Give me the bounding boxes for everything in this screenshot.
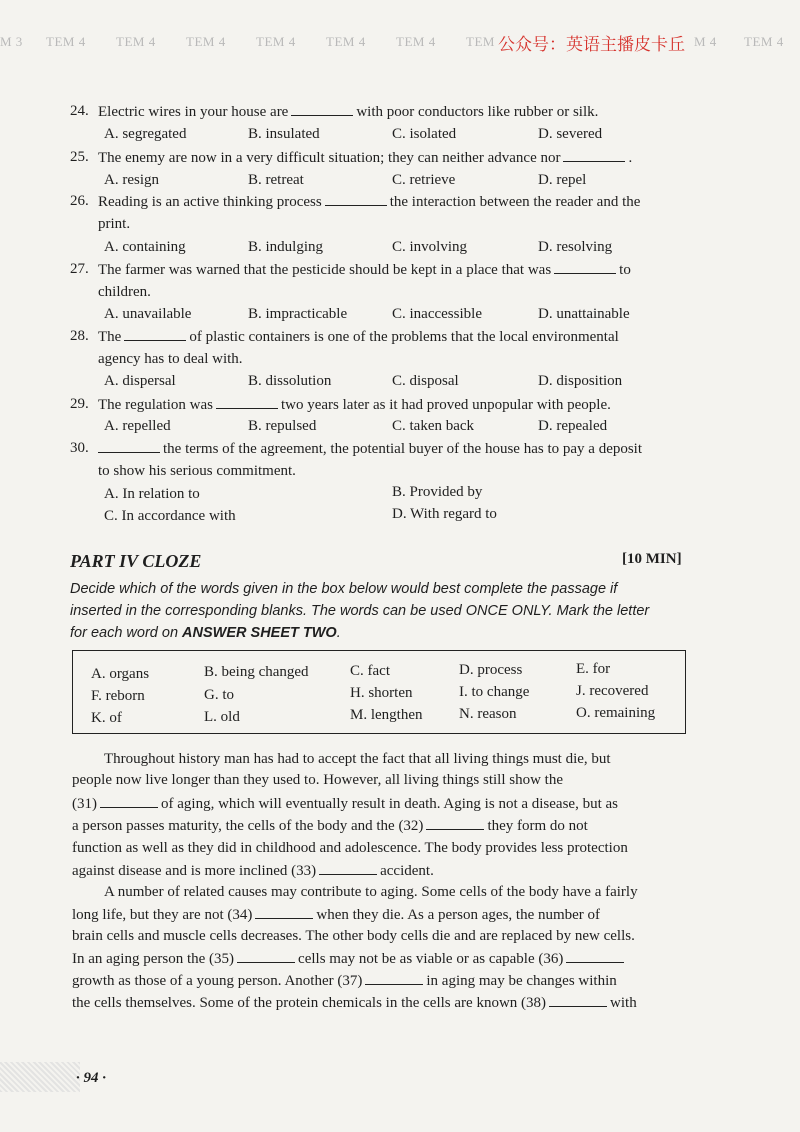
question-text: Reading is an active thinking process the interaction between the reader and the [98,194,641,210]
word-option: A. organs [91,666,150,682]
cloze-blank-33[interactable] [319,862,377,875]
option[interactable]: B. dissolution [248,373,332,389]
option[interactable]: B. insulated [248,126,320,142]
option[interactable]: B. impracticable [248,306,348,322]
question-number: 28. [70,328,89,344]
option[interactable]: A. containing [104,239,186,255]
option[interactable]: D. severed [538,126,603,142]
option[interactable]: D. disposition [538,373,623,389]
part-title: PART IV CLOZE [70,551,202,571]
word-option: G. to [204,687,234,703]
header-tem: TEM 4 [326,34,366,49]
header-tem: M 3 [0,34,23,49]
question-text: The farmer was warned that the pesticide should be kept in a place that was to [98,262,631,278]
option[interactable]: A. segregated [104,126,187,142]
page-number: · 94 · [76,1070,106,1086]
passage-line: growth as those of a young person. Another (37) in aging may be changes within [72,973,617,989]
answer-blank[interactable] [554,261,616,274]
instruction-line: Decide which of the words given in the box below would best complete the passage if [70,581,618,597]
cloze-blank-35[interactable] [237,950,295,963]
option[interactable]: D. With regard to [392,506,497,522]
question-text-continued: print. [98,216,131,232]
passage-line: A number of related causes may contribute to aging. Some cells of the body have a fairly [104,884,638,900]
question-text: Electric wires in your house are with poor conductors like rubber or silk. [98,104,599,120]
header-tem: TEM 4 [396,34,436,49]
option[interactable]: C. taken back [392,418,475,434]
option[interactable]: D. unattainable [538,306,630,322]
word-option: H. shorten [350,685,413,701]
cloze-blank-37[interactable] [365,972,423,985]
option[interactable]: A. unavailable [104,306,192,322]
question-text-continued: to show his serious commitment. [98,463,296,479]
option[interactable]: D. resolving [538,239,613,255]
option[interactable]: C. retrieve [392,172,456,188]
passage-line: against disease and is more inclined (33) accident. [72,863,434,879]
passage-line: people now live longer than they used to. However, all living things still show the [72,772,563,788]
passage-line: a person passes maturity, the cells of the body and the (32) they form do not [72,818,588,834]
word-option: J. recovered [576,683,649,699]
question-number: 24. [70,103,89,119]
word-option: I. to change [459,684,530,700]
word-option: M. lengthen [350,707,423,723]
answer-blank[interactable] [291,103,353,116]
option[interactable]: C. involving [392,239,468,255]
question-number: 29. [70,396,89,412]
answer-blank[interactable] [98,440,160,453]
word-option: E. for [576,661,611,677]
header-tem: TEM 4 [744,34,784,49]
option[interactable]: A. resign [104,172,159,188]
header-tem: TEM 4 [256,34,296,49]
passage-line: function as well as they did in childhood and adolescence. The body provides less protection [72,840,628,856]
option[interactable]: D. repealed [538,418,608,434]
passage-line: In an aging person the (35) cells may not be as viable or as capable (36) [72,950,627,968]
answer-blank[interactable] [124,328,186,341]
word-option: K. of [91,710,122,726]
question-text: the terms of the agreement, the potential buyer of the house has to pay a deposit [98,440,642,458]
question-number: 25. [70,149,89,165]
question-number: 27. [70,261,89,277]
question-text-continued: agency has to deal with. [98,351,243,367]
answer-blank[interactable] [325,193,387,206]
question-text: The enemy are now in a very difficult situation; they can neither advance nor . [98,150,633,166]
option[interactable]: B. retreat [248,172,304,188]
question-text-continued: children. [98,284,151,300]
cloze-blank-31[interactable] [100,795,158,808]
word-option: N. reason [459,706,517,722]
option[interactable]: C. In accordance with [104,508,236,524]
answer-blank[interactable] [563,149,625,162]
question-text: The of plastic containers is one of the problems that the local environmental [98,329,619,345]
passage-line: the cells themselves. Some of the protein chemicals in the cells are known (38) with [72,995,637,1011]
word-option: C. fact [350,663,390,679]
cloze-blank-38[interactable] [549,994,607,1007]
header-tem: TEM 4 [46,34,86,49]
option[interactable]: B. Provided by [392,484,483,500]
header-tem: TEM 4 [186,34,226,49]
header-tem: TEM [466,34,495,49]
word-option: D. process [459,662,523,678]
option[interactable]: B. indulging [248,239,324,255]
header-tem: M 4 [694,34,717,49]
word-option: L. old [204,709,240,725]
question-text: The regulation was two years later as it had proved unpopular with people. [98,397,611,413]
instruction-line: for each word on ANSWER SHEET TWO. [70,625,341,641]
option[interactable]: C. isolated [392,126,457,142]
cloze-blank-34[interactable] [255,906,313,919]
word-option: F. reborn [91,688,145,704]
passage-line: (31) of aging, which will eventually result in death. Aging is not a disease, but as [72,796,618,812]
option[interactable]: A. repelled [104,418,171,434]
option[interactable]: C. inaccessible [392,306,482,322]
passage-line: Throughout history man has had to accept the fact that all living things must die, but [104,751,611,767]
passage-line: brain cells and muscle cells decreases. The other body cells die and are replaced by new cells. [72,928,635,944]
part-time: [10 MIN] [622,551,682,567]
passage-line: long life, but they are not (34) when they die. As a person ages, the number of [72,907,601,923]
answer-blank[interactable] [216,396,278,409]
word-option: B. being changed [204,664,309,680]
cloze-blank-36[interactable] [566,950,624,963]
question-number: 26. [70,193,89,209]
instruction-line: inserted in the corresponding blanks. The words can be used ONCE ONLY. Mark the letter [70,603,650,619]
cloze-blank-32[interactable] [426,817,484,830]
footer-texture [0,1062,80,1092]
word-box [72,650,686,734]
question-number: 30. [70,440,89,456]
option[interactable]: A. In relation to [104,486,200,502]
watermark-text: 公众号：英语主播皮卡丘 [498,35,685,55]
answer-sheet-label: ANSWER SHEET TWO [182,625,337,641]
option[interactable]: A. dispersal [104,373,176,389]
option[interactable]: C. disposal [392,373,459,389]
option[interactable]: D. repel [538,172,587,188]
word-option: O. remaining [576,705,656,721]
header-tem: TEM 4 [116,34,156,49]
option[interactable]: B. repulsed [248,418,317,434]
